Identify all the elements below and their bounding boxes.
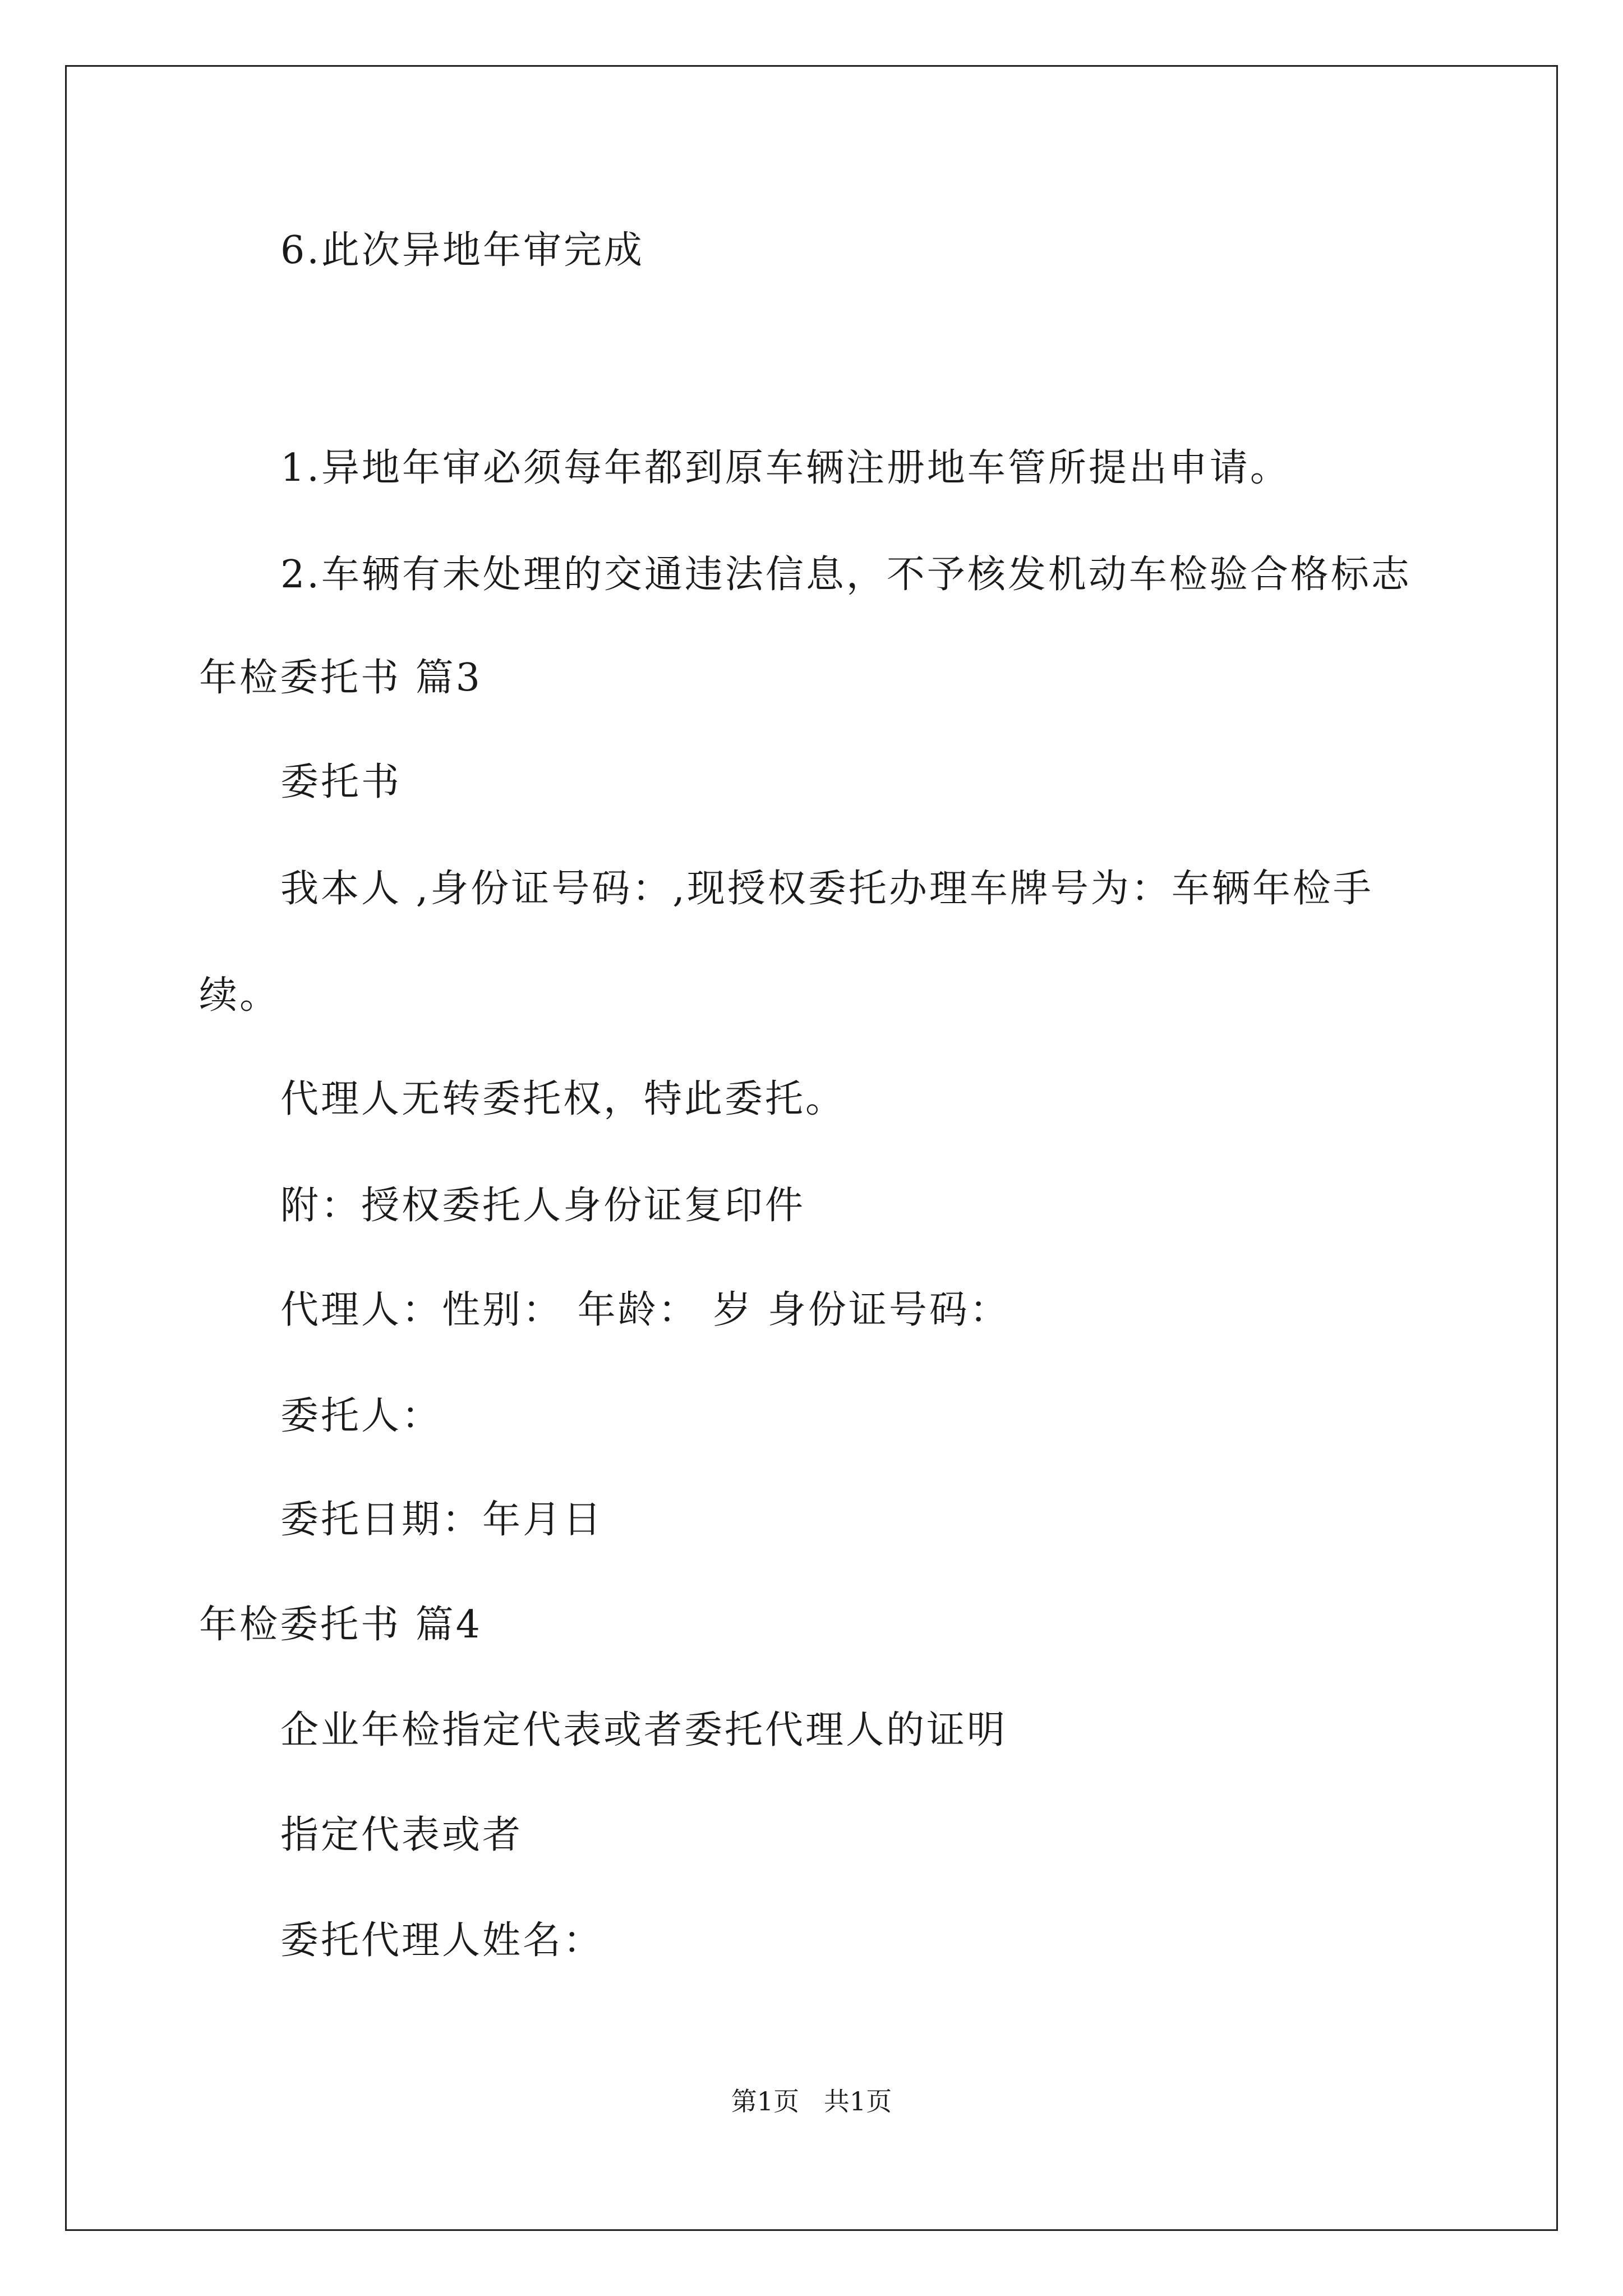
paragraph-line: 续。 — [199, 973, 280, 1018]
paragraph-line: 2.车辆有未处理的交通违法信息，不予核发机动车检验合格标志 — [280, 553, 1412, 597]
page-number-footer: 第1页 共1页 — [731, 2086, 892, 2116]
section-heading: 年检委托书 篇3 — [199, 656, 482, 700]
section-heading: 年检委托书 篇4 — [199, 1603, 482, 1647]
paragraph-line: 指定代表或者 — [280, 1813, 523, 1857]
paragraph-line: 附：授权委托人身份证复印件 — [280, 1184, 806, 1228]
paragraph-line: 企业年检指定代表或者委托代理人的证明 — [280, 1708, 1008, 1752]
paragraph-line: 委托人： — [280, 1394, 442, 1438]
paragraph-line: 我本人 ,身份证号码：,现授权委托办理车牌号为：车辆年检手 — [280, 867, 1373, 911]
paragraph-line: 6.此次异地年审完成 — [280, 228, 644, 273]
paragraph-line: 委托代理人姓名： — [280, 1918, 604, 1963]
paragraph-line: 委托书 — [280, 760, 402, 804]
page-border — [65, 65, 1558, 2231]
paragraph-line: 代理人无转委托权，特此委托。 — [280, 1077, 846, 1121]
paragraph-line: 委托日期：年月日 — [280, 1498, 604, 1542]
paragraph-line: 代理人：性别： 年龄： 岁 身份证号码： — [280, 1288, 1010, 1332]
paragraph-line: 1.异地年审必须每年都到原车辆注册地车管所提出申请。 — [280, 446, 1290, 490]
